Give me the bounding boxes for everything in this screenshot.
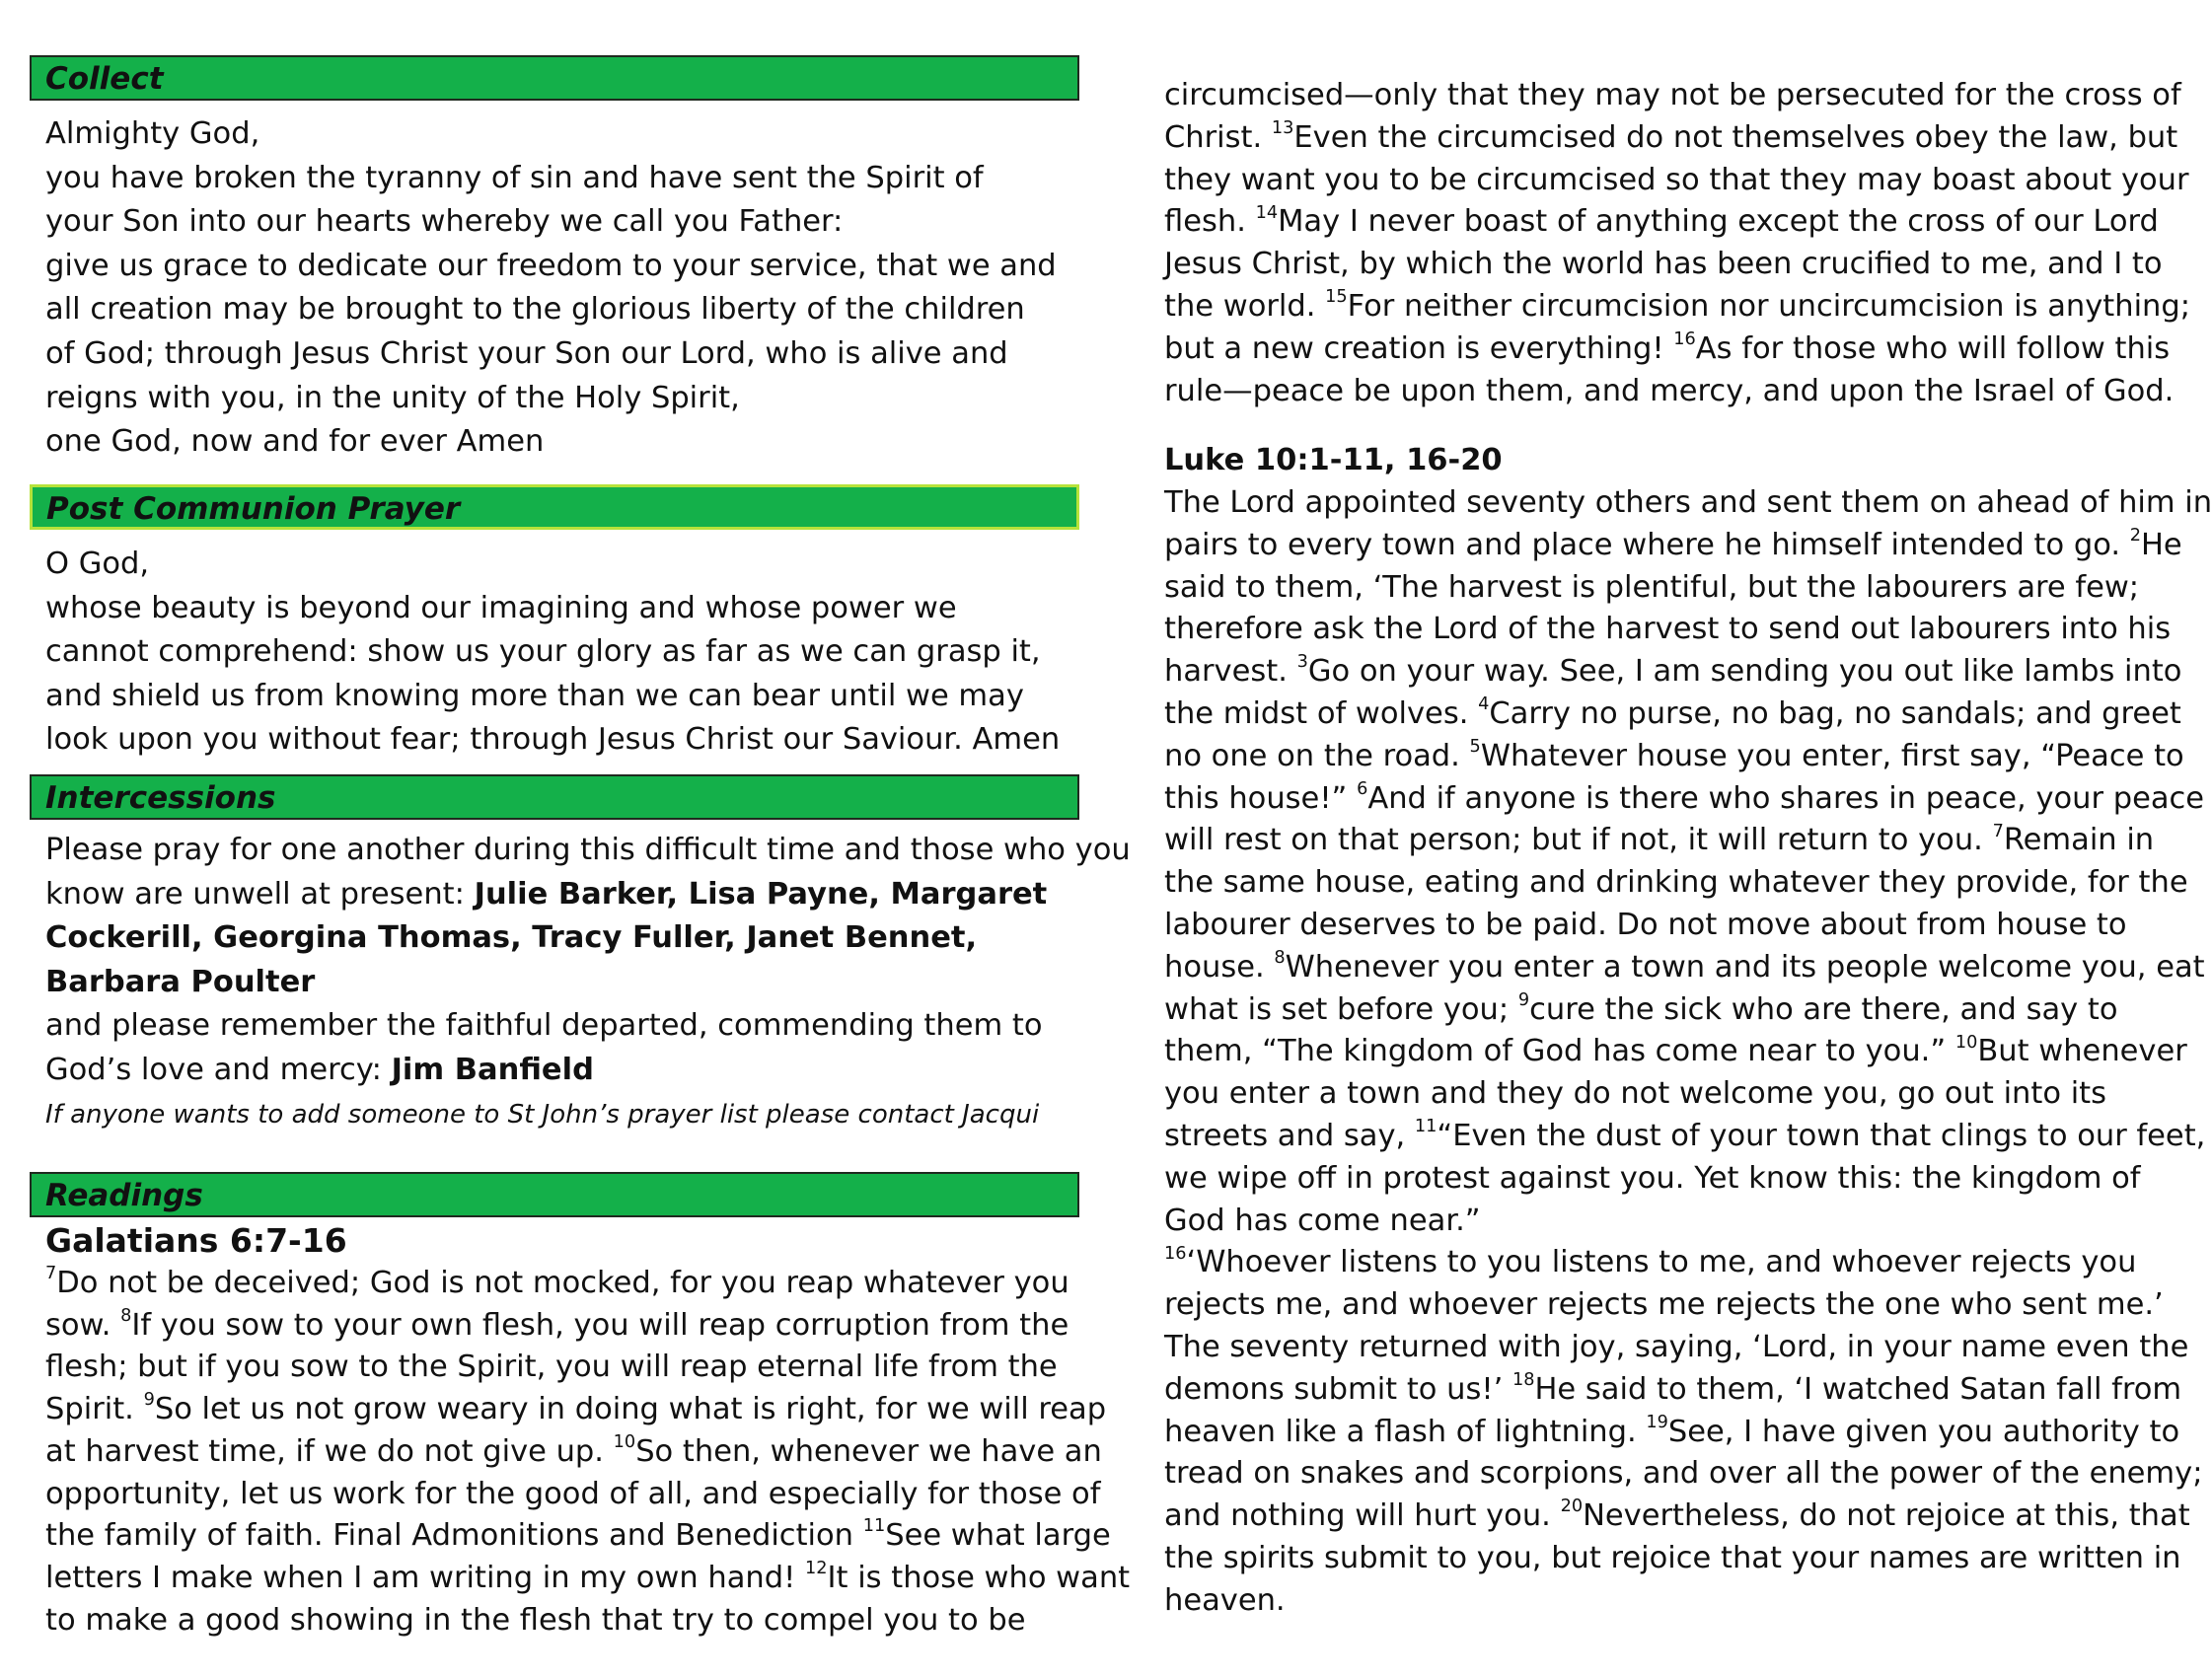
- galatians-segment: flesh; but if you sow to the Spirit, you will reap eternal life from the: [45, 1350, 1058, 1385]
- collect-line: one God, now and for ever Amen: [45, 424, 545, 460]
- galatians-continued-segment: May I never boast of anything except the cross of our Lord: [1278, 204, 2159, 240]
- galatians-line: [45, 1600, 1091, 1642]
- departed-name: Jim Banfield: [391, 1052, 594, 1087]
- luke-line: [1164, 1201, 2141, 1243]
- luke-title: Luke 10:1-11, 16-20: [1164, 443, 1503, 477]
- luke-segment: God has come near.”: [1164, 1203, 1481, 1238]
- galatians-continued-segment: they want you to be circumcised so that they may boast about your: [1164, 162, 2189, 197]
- verse-number: 9: [143, 1390, 155, 1411]
- galatians-segment: If you sow to your own flesh, you will reap corruption from the: [131, 1307, 1069, 1343]
- galatians-continued-segment: the world.: [1164, 288, 1326, 324]
- luke-line: [1164, 651, 2182, 693]
- luke-line: [1164, 1538, 2181, 1580]
- luke-segment: Carry no purse, no bag, no sandals; and greet: [1489, 695, 2181, 731]
- luke-segment: He: [2140, 527, 2182, 562]
- verse-number: 5: [1469, 736, 1481, 757]
- luke-segment: heaven like a flash of lightning.: [1164, 1414, 1647, 1449]
- galatians-segment: sow.: [45, 1307, 121, 1343]
- luke-segment: streets and say,: [1164, 1118, 1415, 1153]
- luke-line: [1164, 1031, 2187, 1073]
- luke-line: [1164, 1369, 2182, 1412]
- galatians-continued-segment: For neither circumcision nor uncircumcision is anything;: [1347, 288, 2191, 324]
- post-communion-text: [45, 543, 1091, 763]
- verse-number: 11: [862, 1516, 886, 1537]
- verse-number: 2: [2129, 526, 2141, 546]
- galatians-continued-segment: rule—peace be upon them, and mercy, and upon the Israel of God.: [1164, 373, 2175, 408]
- luke-segment: See, I have given you authority to: [1667, 1414, 2180, 1449]
- intercessions-line: [45, 873, 1091, 917]
- luke-segment: Whenever you enter a town and its people welcome you, eat: [1285, 949, 2205, 985]
- verse-number: 8: [1274, 947, 1286, 968]
- luke-line: [1164, 525, 2182, 567]
- galatians-line: [45, 1263, 1091, 1305]
- galatians-segment: Do not be deceived; God is not mocked, for you reap whatever you: [56, 1266, 1069, 1300]
- intercessions-text: [45, 829, 1131, 1136]
- galatians-segment: See what large: [885, 1518, 1111, 1554]
- luke-line: [1164, 736, 2184, 778]
- collect-line: of God; through Jesus Christ your Son our Lord, who is alive and: [45, 335, 1008, 371]
- prayer-list-note: If anyone wants to add someone to St John’s prayer list please contact Jacqui: [45, 1099, 1040, 1130]
- galatians-segment: So then, whenever we have an: [635, 1433, 1102, 1469]
- galatians-continued-segment: but a new creation is everything!: [1164, 330, 1674, 366]
- galatians-line: [45, 1474, 1101, 1516]
- galatians-line: [45, 1431, 1102, 1474]
- galatians-continued-line: [1164, 244, 2163, 286]
- luke-segment: will rest on that person; but if not, it will return to you.: [1164, 823, 1993, 858]
- intercessions-heading: Intercessions: [30, 774, 1079, 820]
- luke-line: [1164, 1116, 2206, 1158]
- luke-line: [1164, 905, 2141, 947]
- verse-number: 13: [1271, 118, 1294, 138]
- verse-number: 19: [1646, 1412, 1668, 1432]
- collect-line: all creation may be brought to the glorious liberty of the children: [45, 292, 1025, 328]
- galatians-segment: Spirit.: [45, 1392, 144, 1427]
- luke-line: [1164, 1453, 2203, 1496]
- luke-segment: And if anyone is there who shares in peace, your peace: [1367, 780, 2205, 816]
- luke-segment: cure the sick who are there, and say to: [1529, 991, 2118, 1027]
- post-communion-line: look upon you without fear; through Jesus Christ our Saviour. Amen: [45, 722, 1061, 758]
- luke-segment: He said to them, ‘I watched Satan fall from: [1534, 1371, 2182, 1407]
- luke-segment: therefore ask the Lord of the harvest to send out labourers into his: [1164, 612, 2172, 647]
- luke-segment: and nothing will hurt you.: [1164, 1498, 1561, 1534]
- luke-segment: the spirits submit to you, but rejoice that your names are written in: [1164, 1540, 2181, 1575]
- luke-segment: Remain in: [2003, 823, 2155, 858]
- verse-number: 14: [1255, 202, 1279, 223]
- luke-line: [1164, 989, 2141, 1032]
- galatians-continued-segment: Even the circumcised do not themselves obey the law, but: [1293, 119, 2178, 155]
- luke-line: [1164, 1327, 2189, 1369]
- galatians-continued-segment: Jesus Christ, by which the world has been crucified to me, and I to: [1164, 247, 2163, 282]
- verse-number: 10: [613, 1432, 636, 1453]
- galatians-segment: to make a good showing in the flesh that try to compel you to be: [45, 1602, 1026, 1638]
- luke-segment: you enter a town and they do not welcome you, go out into its: [1164, 1076, 2107, 1112]
- verse-number: 7: [1992, 821, 2004, 841]
- intercessions-names: Julie Barker, Lisa Payne, Margaret: [474, 876, 1048, 912]
- luke-segment: no one on the road.: [1164, 738, 1470, 773]
- luke-segment: tread on snakes and scorpions, and over all the power of the enemy;: [1164, 1456, 2203, 1492]
- verse-number: 8: [120, 1305, 132, 1326]
- galatians-text: [45, 1263, 1131, 1642]
- verse-number: 18: [1512, 1369, 1535, 1390]
- luke-segment: this house!”: [1164, 780, 1358, 816]
- galatians-line: [45, 1515, 1111, 1558]
- galatians-line: [45, 1305, 1091, 1348]
- luke-segment: harvest.: [1164, 654, 1297, 690]
- luke-line: [1164, 1580, 2141, 1623]
- luke-line: [1164, 1496, 2190, 1538]
- verse-number: 7: [45, 1264, 57, 1284]
- luke-line: [1164, 1158, 2141, 1201]
- galatians-line: [45, 1347, 1091, 1389]
- verse-number: 16: [1164, 1243, 1187, 1264]
- verse-number: 6: [1357, 778, 1368, 799]
- verse-number: 3: [1296, 652, 1308, 673]
- luke-line: [1164, 820, 2155, 862]
- luke-segment: “Even the dust of your town that clings to our feet,: [1437, 1118, 2206, 1153]
- collect-line: you have broken the tyranny of sin and have sent the Spirit of: [45, 160, 984, 195]
- luke-segment: the same house, eating and drinking whatever they provide, for the: [1164, 865, 2188, 901]
- luke-segment: Go on your way. See, I am sending you out like lambs into: [1307, 654, 2182, 690]
- intercessions-line: Please pray for one another during this difficult time and those who you: [45, 833, 1131, 867]
- intercessions-plain: God’s love and mercy:: [45, 1052, 392, 1087]
- luke-segment: Nevertheless, do not rejoice at this, that: [1583, 1498, 2190, 1534]
- galatians-segment: opportunity, let us work for the good of all, and especially for those of: [45, 1476, 1101, 1511]
- collect-line: reigns with you, in the unity of the Holy Spirit,: [45, 380, 740, 415]
- galatians-continued-line: [1164, 75, 2181, 117]
- luke-segment: we wipe off in protest against you. Yet know this: the kingdom of: [1164, 1160, 2141, 1196]
- luke-segment: said to them, ‘The harvest is plentiful, but the labourers are few;: [1164, 569, 2140, 605]
- galatians-continued-segment: circumcised—only that they may not be persecuted for the cross of: [1164, 78, 2181, 112]
- post-communion-line: cannot comprehend: show us your glory as far as we can grasp it,: [45, 634, 1041, 670]
- luke-line: [1164, 567, 2141, 610]
- luke-line: [1164, 947, 2205, 989]
- collect-heading: Collect: [30, 55, 1079, 101]
- luke-line: [1164, 609, 2172, 651]
- verse-number: 20: [1560, 1496, 1584, 1517]
- intercessions-line: and please remember the faithful departed, commending them to: [45, 1008, 1043, 1044]
- collect-line: your Son into our hearts whereby we call you Father:: [45, 204, 844, 240]
- galatians-continued-text: [1164, 75, 2191, 412]
- verse-number: 4: [1478, 694, 1490, 715]
- luke-text: [1164, 482, 2212, 1623]
- luke-line: [1164, 1412, 2180, 1454]
- luke-segment: ‘Whoever listens to you listens to me, and whoever rejects you: [1186, 1245, 2137, 1280]
- galatians-continued-segment: As for those who will follow this: [1695, 330, 2171, 366]
- galatians-continued-line: [1164, 117, 2178, 160]
- luke-line: [1164, 862, 2188, 905]
- luke-segment: rejects me, and whoever rejects me rejects the one who sent me.’: [1164, 1287, 2164, 1323]
- verse-number: 16: [1673, 328, 1696, 349]
- luke-segment: demons submit to us!’: [1164, 1371, 1512, 1407]
- luke-segment: house.: [1164, 949, 1275, 985]
- luke-line: [1164, 1242, 2141, 1284]
- luke-segment: Whatever house you enter, first say, “Peace to: [1480, 738, 2184, 773]
- luke-line: [1164, 693, 2181, 736]
- luke-segment: labourer deserves to be paid. Do not move about from house to: [1164, 907, 2127, 942]
- galatians-continued-line: [1164, 328, 2171, 371]
- galatians-segment: at harvest time, if we do not give up.: [45, 1433, 614, 1469]
- luke-segment: The seventy returned with joy, saying, ‘Lord, in your name even the: [1164, 1329, 2189, 1364]
- luke-segment: what is set before you;: [1164, 991, 1518, 1027]
- luke-line: [1164, 1284, 2164, 1327]
- intercessions-names: Cockerill, Georgina Thomas, Tracy Fuller, Janet Bennet,: [45, 920, 978, 956]
- galatians-continued-line: [1164, 286, 2191, 328]
- intercessions-line: [45, 1049, 1091, 1093]
- readings-heading: Readings: [30, 1172, 1079, 1217]
- galatians-continued-line: [1164, 371, 2175, 413]
- luke-segment: the midst of wolves.: [1164, 695, 1479, 731]
- collect-line: Almighty God,: [45, 116, 260, 151]
- galatians-line: [45, 1558, 1131, 1600]
- luke-segment: The Lord appointed seventy others and sent them on ahead of him in: [1164, 485, 2212, 520]
- galatians-line: [45, 1389, 1107, 1431]
- luke-segment: heaven.: [1164, 1582, 1286, 1618]
- intercessions-names: Barbara Poulter: [45, 964, 316, 999]
- verse-number: 10: [1954, 1032, 1978, 1053]
- galatians-segment: the family of faith. Final Admonitions and Benediction: [45, 1518, 863, 1554]
- galatians-segment: So let us not grow weary in doing what is right, for we will reap: [154, 1392, 1107, 1427]
- luke-line: [1164, 778, 2205, 821]
- verse-number: 11: [1414, 1117, 1438, 1137]
- intercessions-plain: know are unwell at present:: [45, 876, 475, 912]
- galatians-continued-line: [1164, 201, 2159, 244]
- galatians-segment: It is those who want: [827, 1560, 1131, 1595]
- galatians-title: Galatians 6:7-16: [45, 1221, 347, 1260]
- post-communion-line: O God,: [45, 547, 150, 581]
- verse-number: 9: [1517, 989, 1530, 1010]
- collect-line: give us grace to dedicate our freedom to your service, that we and: [45, 248, 1057, 283]
- verse-number: 15: [1325, 287, 1348, 308]
- verse-number: 12: [805, 1559, 828, 1579]
- post-communion-heading: Post Communion Prayer: [30, 484, 1079, 530]
- galatians-continued-segment: Christ.: [1164, 119, 1272, 155]
- galatians-segment: letters I make when I am writing in my own hand!: [45, 1560, 806, 1595]
- post-communion-line: and shield us from knowing more than we can bear until we may: [45, 678, 1024, 713]
- luke-segment: But whenever: [1977, 1034, 2187, 1069]
- post-communion-line: whose beauty is beyond our imagining and whose power we: [45, 590, 957, 625]
- galatians-continued-segment: flesh.: [1164, 204, 1256, 240]
- luke-line: [1164, 482, 2212, 525]
- galatians-continued-line: [1164, 160, 2189, 202]
- luke-segment: them, “The kingdom of God has come near to you.”: [1164, 1034, 1955, 1069]
- luke-segment: pairs to every town and place where he himself intended to go.: [1164, 527, 2130, 562]
- collect-text: [45, 112, 1091, 465]
- luke-line: [1164, 1073, 2141, 1116]
